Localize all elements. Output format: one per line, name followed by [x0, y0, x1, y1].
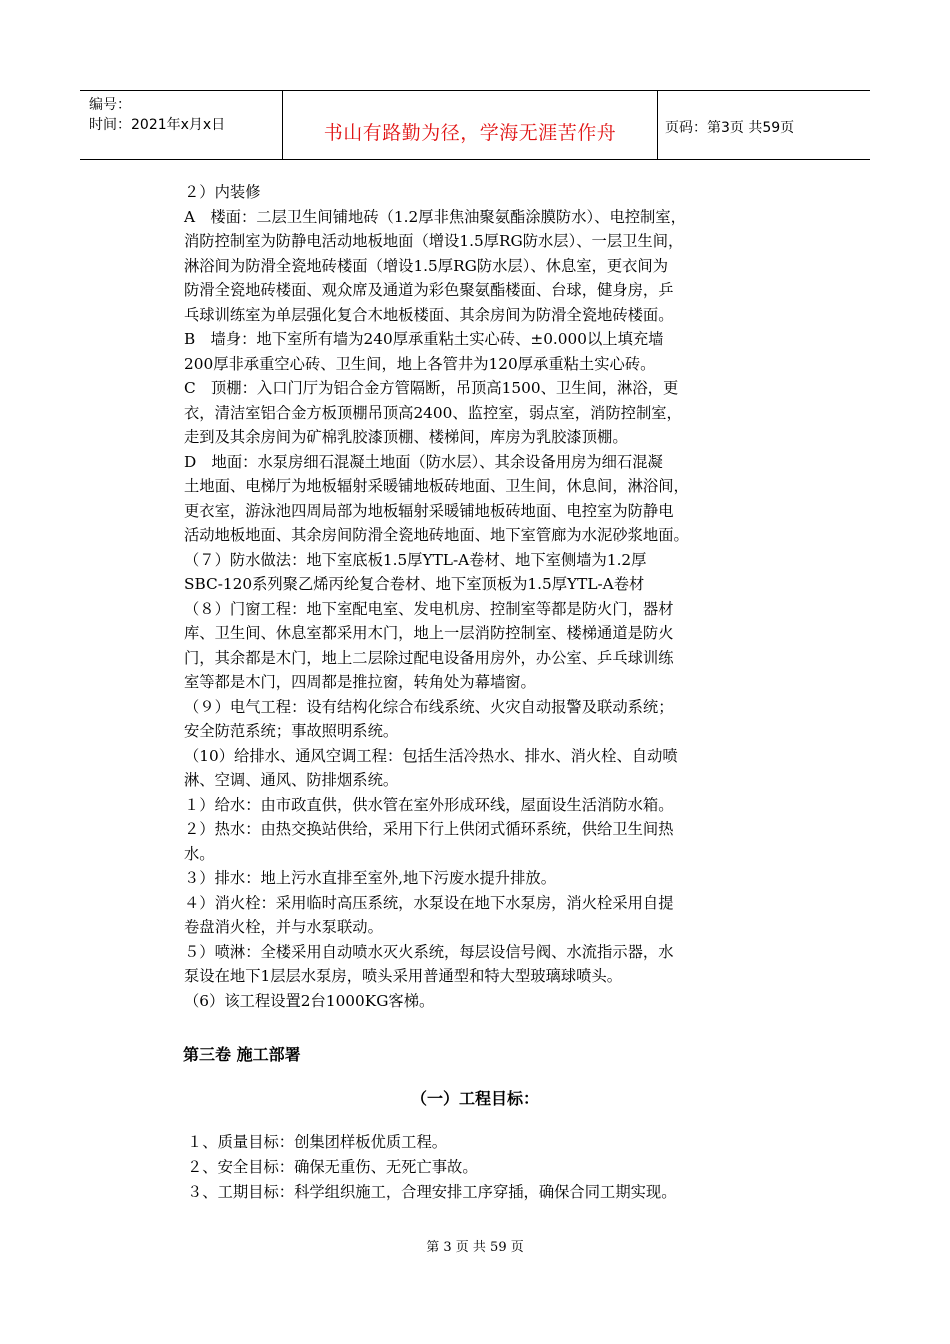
body-line: 泵设在地下1层层水泵房，喷头采用普通型和特大型玻璃球喷头。 [184, 967, 623, 985]
body-line: A 楼面：二层卫生间铺地砖（1.2厚非焦油聚氨酯涂膜防水）、电控制室， [184, 207, 686, 226]
body-line: （７）防水做法：地下室底板1.5厚YTL-A卷材、地下室侧墙为1.2厚 [184, 550, 647, 569]
body-line: １）给水：由市政直供，供水管在室外形成环线，屋面设生活消防水箱。 [184, 795, 674, 814]
body-line: ３）排水：地上污水直排至室外,地下污废水提升排放。 [184, 869, 556, 887]
header-page-number: 页码：第3页 共59页 [665, 120, 795, 136]
header-table [80, 90, 870, 160]
body-line: ４）消火栓：采用临时高压系统，水泵设在地下水泵房，消火栓采用自提 [184, 893, 674, 912]
body-line: 水。 [184, 844, 215, 863]
header-motto: 书山有路勤为径，学海无涯苦作舟 [323, 122, 617, 144]
body-line: SBC-120系列聚乙烯丙纶复合卷材、地下室顶板为1.5厚YTL-A卷材 [184, 575, 645, 593]
body-line: （９）电气工程：设有结构化综合布线系统、火灾自动报警及联动系统； [184, 697, 674, 716]
header-right-cell [657, 91, 870, 159]
body-line: （10）给排水、通风空调工程：包括生活冷热水、排水、消火栓、自动喷 [184, 746, 678, 765]
body-line: 200厚非承重空心砖、卫生间，地上各管井为120厚承重粘土实心砖。 [184, 354, 656, 373]
document-date-label: 时间：2021年x月x日 [89, 117, 226, 133]
body-line: 活动地板地面、其余房间防滑全瓷地砖地面、地下室管廊为水泥砂浆地面。 [184, 526, 689, 544]
body-text [184, 180, 824, 1013]
subsection-title: （一）工程目标： [410, 1089, 539, 1108]
header-center-cell [282, 91, 658, 159]
body-line: 衣，清洁室铝合金方板顶棚吊顶高2400、监控室，弱点室，消防控制室， [184, 403, 682, 422]
body-line: 淋浴间为防滑全瓷地砖楼面（增设1.5厚RG防水层）、休息室，更衣间为 [184, 256, 669, 275]
body-line: B 墙身：地下室所有墙为240厚承重粘土实心砖、±0.000以上填充墙 [184, 330, 664, 348]
goals-list [187, 1130, 827, 1205]
body-line: （８）门窗工程：地下室配电室、发电机房、控制室等都是防火门，器材 [184, 599, 674, 618]
body-line: （6）该工程设置2台1000KG客梯。 [184, 991, 435, 1010]
section-title: 第三卷 施工部署 [183, 1045, 301, 1064]
header-left-cell [80, 91, 282, 159]
body-line: 门，其余都是木门，地上二层除过配电设备用房外，办公室、乒乓球训练 [184, 648, 674, 667]
body-line: D 地面：水泵房细石混凝土地面（防水层）、其余设备用房为细石混凝 [184, 452, 663, 471]
body-line: 室等都是木门，四周都是推拉窗，转角处为幕墙窗。 [184, 673, 536, 691]
goal-item: ３、工期目标：科学组织施工，合理安排工序穿插，确保合同工期实现。 [187, 1183, 677, 1201]
body-line: ５）喷淋：全楼采用自动喷水灭火系统，每层设信号阀、水流指示器，水 [184, 942, 674, 961]
document-number-label: 编号： [89, 97, 131, 113]
body-line: 防滑全瓷地砖楼面、观众席及通道为彩色聚氨酯楼面、台球，健身房，乒 [184, 281, 674, 299]
goal-item: １、质量目标：创集团样板优质工程。 [187, 1133, 448, 1151]
body-line: 更衣室，游泳池四周局部为地板辐射采暖铺地板砖地面、电控室为防静电 [184, 501, 674, 520]
body-line: 乓球训练室为单层强化复合木地板楼面、其余房间为防滑全瓷地砖楼面。 [184, 305, 674, 324]
body-line: ２）热水：由热交换站供给，采用下行上供闭式循环系统，供给卫生间热 [184, 820, 674, 838]
body-line: 消防控制室为防静电活动地板地面（增设1.5厚RG防水层）、一层卫生间， [184, 232, 684, 250]
body-line: ２）内装修 [184, 183, 261, 201]
page-footer: 第 3 页 共 59 页 [426, 1240, 524, 1255]
body-line: 卷盘消火栓，并与水泵联动。 [184, 918, 383, 936]
body-line: 走到及其余房间为矿棉乳胶漆顶棚、楼梯间，库房为乳胶漆顶棚。 [184, 428, 628, 446]
goal-item: ２、安全目标：确保无重伤、无死亡事故。 [187, 1158, 478, 1176]
body-line: C 顶棚：入口门厅为铝合金方管隔断，吊顶高1500、卫生间，淋浴，更 [184, 379, 679, 397]
body-line: 淋、空调、通风、防排烟系统。 [184, 771, 399, 789]
body-line: 库、卫生间、休息室都采用木门，地上一层消防控制室、楼梯通道是防火 [184, 624, 674, 642]
body-line: 安全防范系统；事故照明系统。 [184, 722, 399, 740]
body-line: 土地面、电梯厅为地板辐射采暖铺地板砖地面、卫生间，休息间，淋浴间， [184, 477, 689, 495]
